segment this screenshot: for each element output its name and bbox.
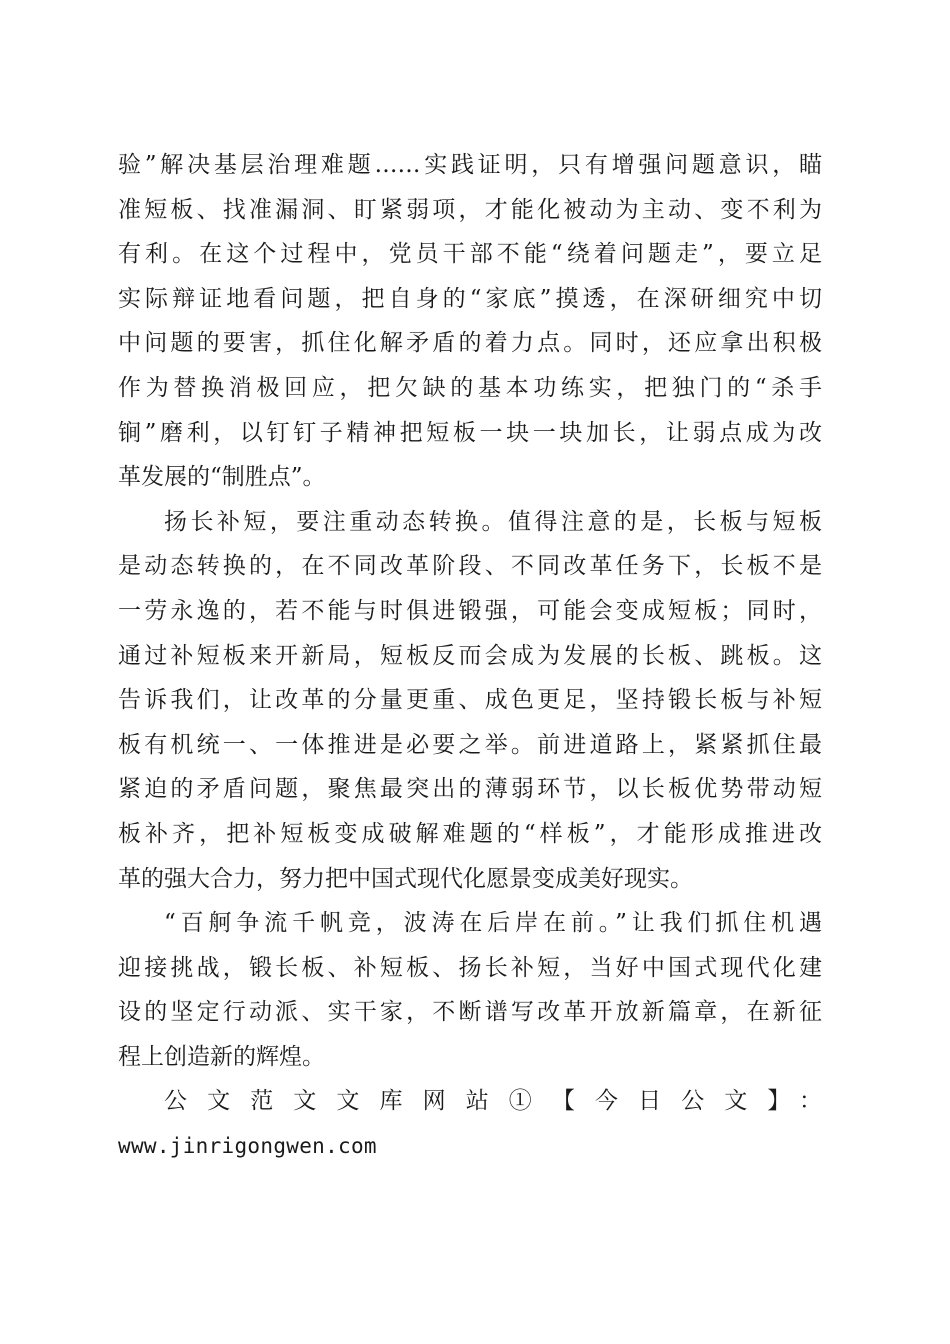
text-line: 作为替换消极回应，把欠缺的基本功练实，把独门的“杀手: [118, 374, 822, 401]
text-line: 是动态转换的，在不同改革阶段、不同改革任务下，长板不是: [118, 553, 822, 580]
text-line: 革的强大合力，努力把中国式现代化愿景变成美好现实。: [118, 865, 693, 892]
text-line: 板有机统一、一体推进是必要之举。前进道路上，紧紧抓住最: [118, 731, 822, 758]
paragraph-2: [118, 500, 822, 901]
text-line: 一劳永逸的，若不能与时俱进锻强，可能会变成短板；同时，: [118, 597, 822, 624]
text-line: 实际辩证地看问题，把自身的“家底”摸透，在深研细究中切: [118, 285, 822, 312]
text-line: 板补齐，把补短板变成破解难题的“样板”，才能形成推进改: [118, 820, 822, 847]
document-body: [118, 143, 822, 1168]
paragraph-1: [118, 143, 822, 500]
text-line: “百舸争流千帆竞，波涛在后岸在前。”让我们抓住机遇: [164, 910, 822, 937]
footer: [118, 1079, 822, 1168]
text-line: 准短板、找准漏洞、盯紧弱项，才能化被动为主动、变不利为: [118, 196, 822, 223]
text-line: 设的坚定行动派、实干家，不断谱写改革开放新篇章，在新征: [118, 999, 822, 1026]
footer-label: 公文范文文库网站①【今日公文】：: [164, 1088, 822, 1115]
text-line: 革发展的“制胜点”。: [118, 464, 326, 491]
text-line: 扬长补短，要注重动态转换。值得注意的是，长板与短板: [164, 508, 822, 535]
text-line: 迎接挑战，锻长板、补短板、扬长补短，当好中国式现代化建: [118, 954, 822, 981]
text-line: 验”解决基层治理难题……实践证明，只有增强问题意识，瞄: [118, 152, 822, 178]
paragraph-3: [118, 901, 822, 1079]
text-line: 通过补短板来开新局，短板反而会成为发展的长板、跳板。这: [118, 642, 822, 669]
text-line: 锏”磨利，以钉钉子精神把短板一块一块加长，让弱点成为改: [118, 419, 822, 446]
text-line: 紧迫的矛盾问题，聚焦最突出的薄弱环节，以长板优势带动短: [118, 776, 822, 803]
text-line: 中问题的要害，抓住化解矛盾的着力点。同时，还应拿出积极: [118, 330, 822, 357]
text-line: 有利。在这个过程中，党员干部不能“绕着问题走”，要立足: [118, 241, 822, 268]
footer-url[interactable]: www.jinrigongwen.com: [118, 1134, 377, 1159]
text-line: 告诉我们，让改革的分量更重、成色更足，坚持锻长板与补短: [118, 687, 822, 714]
text-line: 程上创造新的辉煌。: [118, 1043, 325, 1070]
